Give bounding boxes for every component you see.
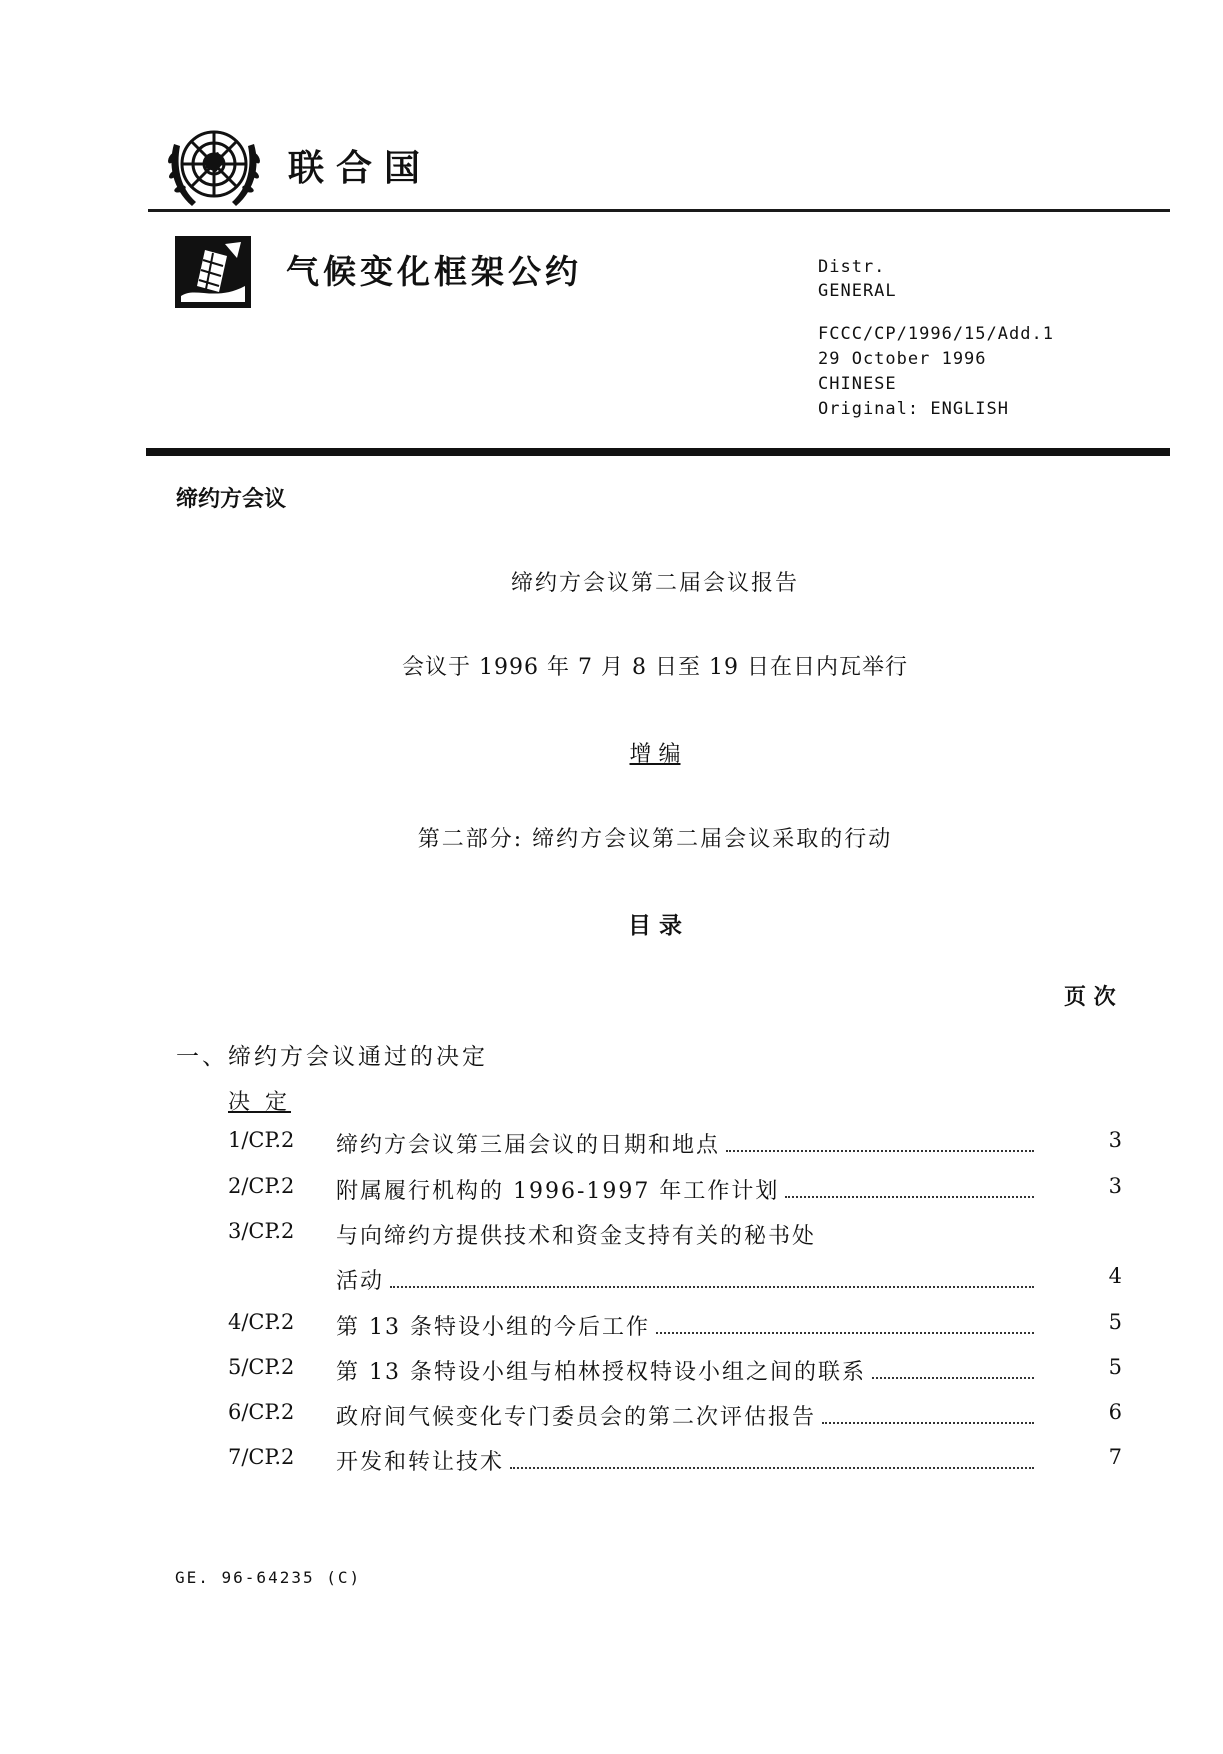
dot-leader: [785, 1196, 1034, 1198]
unfccc-logo-icon: [175, 236, 251, 308]
page-column-header: 页 次: [1064, 984, 1116, 1010]
body-label: 缔约方会议: [176, 487, 287, 512]
toc-code: 3/CP.2: [228, 1219, 295, 1243]
toc-row[interactable]: [0, 1219, 1223, 1255]
un-emblem-icon: [160, 114, 268, 222]
toc-text: 第 13 条特设小组的今后工作: [336, 1315, 650, 1340]
toc-page: 6: [1108, 1400, 1122, 1424]
toc-row[interactable]: [0, 1310, 1223, 1346]
convention-name: 气候变化框架公约: [286, 252, 582, 291]
toc-text: 开发和转让技术: [336, 1450, 505, 1475]
dot-leader: [510, 1467, 1034, 1469]
dot-leader: [822, 1422, 1034, 1424]
document-symbol: FCCC/CP/1996/15/Add.1: [818, 324, 1054, 344]
toc-text: 第 13 条特设小组与柏林授权特设小组之间的联系: [336, 1360, 866, 1385]
header-bottom-rule: [146, 448, 1170, 456]
addendum-heading: 增 编: [629, 742, 681, 767]
toc-text: 缔约方会议第三届会议的日期和地点: [336, 1133, 721, 1158]
distribution-block: [818, 255, 897, 303]
toc-code: 2/CP.2: [228, 1174, 295, 1198]
section-title: 一、缔约方会议通过的决定: [176, 1044, 488, 1070]
toc-page: 7: [1108, 1445, 1122, 1469]
distr-label: Distr.: [818, 257, 886, 277]
part-title: 第二部分: 缔约方会议第二届会议采取的行动: [417, 827, 893, 852]
toc-page: 3: [1108, 1128, 1122, 1152]
report-title: 缔约方会议第二届会议报告: [510, 571, 799, 596]
toc-code: 5/CP.2: [228, 1355, 295, 1379]
toc-row[interactable]: [0, 1174, 1223, 1210]
original-language: Original: ENGLISH: [818, 399, 1009, 419]
toc-code: 6/CP.2: [228, 1400, 295, 1424]
toc-row[interactable]: [0, 1355, 1223, 1391]
toc-row-continued[interactable]: [0, 1264, 1223, 1300]
dot-leader: [656, 1332, 1034, 1334]
toc-page: 3: [1108, 1174, 1122, 1198]
toc-text: 与向缔约方提供技术和资金支持有关的秘书处: [336, 1224, 817, 1249]
toc-row[interactable]: [0, 1128, 1223, 1164]
toc-row[interactable]: [0, 1445, 1223, 1481]
header-divider: [148, 209, 1170, 212]
toc-code: 7/CP.2: [228, 1445, 295, 1469]
toc-text: 政府间气候变化专门委员会的第二次评估报告: [336, 1405, 817, 1430]
document-language: CHINESE: [818, 374, 897, 394]
document-symbol-block: [818, 322, 1054, 422]
toc-page: 5: [1108, 1355, 1122, 1379]
dot-leader: [726, 1150, 1034, 1152]
un-name: 联合国: [288, 148, 433, 189]
toc-text: 附属履行机构的 1996-1997 年工作计划: [336, 1179, 780, 1204]
toc-title: 目 录: [627, 912, 682, 939]
toc-page: 4: [1108, 1264, 1122, 1288]
toc-page: 5: [1108, 1310, 1122, 1334]
distribution: GENERAL: [818, 281, 897, 301]
dot-leader: [872, 1377, 1034, 1379]
toc-code: 1/CP.2: [228, 1128, 295, 1152]
dot-leader: [390, 1286, 1034, 1288]
meeting-info: 会议于 1996 年 7 月 8 日至 19 日在日内瓦举行: [402, 655, 908, 680]
document-date: 29 October 1996: [818, 349, 987, 369]
toc-row[interactable]: [0, 1400, 1223, 1436]
decisions-header: 决 定: [228, 1090, 291, 1115]
toc-text-continued: 活动: [336, 1269, 385, 1294]
footer-job-number: GE. 96-64235 (C): [175, 1568, 362, 1587]
toc-code: 4/CP.2: [228, 1310, 295, 1334]
